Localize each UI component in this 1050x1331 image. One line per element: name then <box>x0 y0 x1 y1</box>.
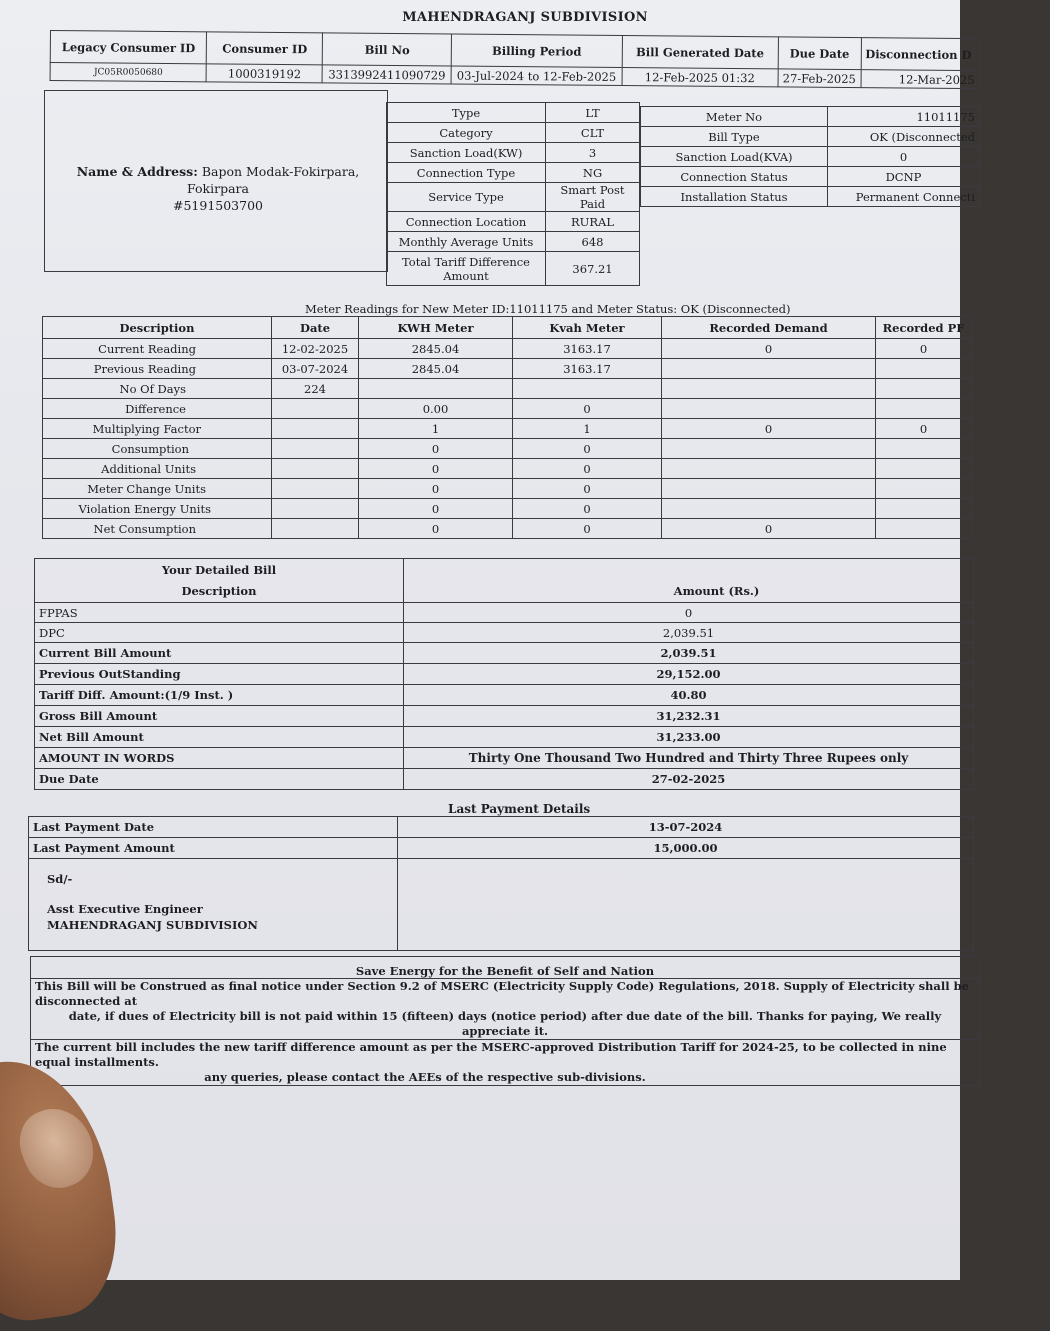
bill-no-value: 3313992411090729 <box>322 65 451 84</box>
footer-notice2-line1: The current bill includes the new tariff difference amount as per the MSERC-approved Distribution Tariff for 2024-25, to be collected in nine equal installments. <box>35 1040 947 1069</box>
table-row <box>35 603 974 623</box>
meter-rd: 0 <box>662 419 876 439</box>
bill-amount-header: Amount (Rs.) <box>404 581 974 603</box>
connection-status-value: DCNP <box>828 167 980 187</box>
due-date-value: 27-Feb-2025 <box>778 69 861 88</box>
bill-type-value: OK (Disconnected <box>828 127 980 147</box>
subdivision-title: MAHENDRAGANJ SUBDIVISION <box>402 10 648 25</box>
billing-period-value: 03-Jul-2024 to 12-Feb-2025 <box>451 66 621 85</box>
footer-notice1-line2: date, if dues of Electricity bill is not paid within 15 (fifteen) days (notice period) after due date of the bill. Thanks for paying, We really appreciate it. <box>68 1009 942 1038</box>
meter-rd <box>662 459 876 479</box>
meter-date <box>272 459 359 479</box>
name-address-label: Name & Address: <box>76 164 198 179</box>
sanction-load-kva-value: 0 <box>828 147 980 167</box>
meter-pf <box>876 359 972 379</box>
signature-office: MAHENDRAGANJ SUBDIVISION <box>47 918 258 932</box>
meter-kvah: 3163.17 <box>513 339 662 359</box>
last-payment-date-label: Last Payment Date <box>29 817 398 838</box>
detailed-bill-table <box>34 558 974 790</box>
meter-kwh <box>359 379 513 399</box>
bill-label: Previous OutStanding <box>35 664 404 685</box>
meter-desc: Previous Reading <box>43 359 272 379</box>
table-row <box>35 706 974 727</box>
bill-desc-header: Description <box>35 581 404 603</box>
meter-no-value: 11011175 <box>828 107 980 127</box>
meter-kwh: 0 <box>359 439 513 459</box>
table-row <box>35 664 974 685</box>
meter-header-pf: Recorded PF <box>876 317 972 339</box>
table-row <box>35 643 974 664</box>
bill-label: AMOUNT IN WORDS <box>35 748 404 769</box>
bill-label: Gross Bill Amount <box>35 706 404 727</box>
billing-period-label: Billing Period <box>451 34 621 67</box>
meter-header-kwh: KWH Meter <box>359 317 513 339</box>
legacy-id-value: JC05R0050680 <box>50 63 207 82</box>
meter-rd <box>662 359 876 379</box>
meter-rd <box>662 479 876 499</box>
table-row <box>43 499 972 519</box>
meter-kvah: 1 <box>513 419 662 439</box>
meter-kwh: 2845.04 <box>359 339 513 359</box>
meter-kvah: 0 <box>513 479 662 499</box>
last-payment-amount-value: 15,000.00 <box>398 838 974 859</box>
meter-rd <box>662 399 876 419</box>
meter-no-label: Meter No <box>641 107 828 127</box>
meter-header-date: Date <box>272 317 359 339</box>
sanction-load-kva-label: Sanction Load(KVA) <box>641 147 828 167</box>
meter-date <box>272 479 359 499</box>
monthly-average-label: Monthly Average Units <box>387 232 546 252</box>
bill-value: 27-02-2025 <box>404 769 974 790</box>
footer-notice2-line2: any queries, please contact the AEEs of the respective sub-divisions. <box>204 1070 646 1084</box>
meter-kwh: 0 <box>359 479 513 499</box>
bill-value: 40.80 <box>404 685 974 706</box>
meter-date <box>272 439 359 459</box>
bill-value: 31,233.00 <box>404 727 974 748</box>
meter-pf <box>876 499 972 519</box>
meter-kwh: 2845.04 <box>359 359 513 379</box>
meter-desc: Violation Energy Units <box>43 499 272 519</box>
meter-desc: Difference <box>43 399 272 419</box>
bill-title: Your Detailed Bill <box>35 559 404 581</box>
meter-desc: No Of Days <box>43 379 272 399</box>
meter-desc: Net Consumption <box>43 519 272 539</box>
bill-no-label: Bill No <box>323 33 452 66</box>
table-row <box>35 727 974 748</box>
meter-date <box>272 499 359 519</box>
legacy-id-label: Legacy Consumer ID <box>50 31 207 64</box>
table-row <box>43 459 972 479</box>
meter-pf <box>876 459 972 479</box>
category-label: Category <box>387 123 546 143</box>
bill-value: 31,232.31 <box>404 706 974 727</box>
signature-sd: Sd/- <box>47 872 73 886</box>
connection-status-label: Connection Status <box>641 167 828 187</box>
meter-title: Meter Readings for New Meter ID:11011175 and Meter Status: OK (Disconnected) <box>305 302 791 316</box>
last-payment-table <box>28 816 974 951</box>
monthly-average-value: 648 <box>546 232 640 252</box>
table-row <box>43 479 972 499</box>
meter-date <box>272 519 359 539</box>
meter-readings-table <box>42 316 972 539</box>
table-row <box>43 519 972 539</box>
meter-pf: 0 <box>876 339 972 359</box>
bill-generated-label: Bill Generated Date <box>622 35 779 68</box>
meter-date <box>272 399 359 419</box>
connection-table-left <box>386 102 640 286</box>
conn-type-label: Type <box>387 103 546 123</box>
table-row <box>35 623 974 643</box>
table-row <box>43 379 972 399</box>
meter-kwh: 0 <box>359 459 513 479</box>
service-type-value: Smart Post Paid <box>546 183 640 212</box>
footer-table <box>30 956 980 1086</box>
sanction-load-kw-value: 3 <box>546 143 640 163</box>
meter-rd <box>662 439 876 459</box>
name-address-value: Bapon Modak-Fokirpara, Fokirpara <box>187 164 360 196</box>
bill-label: Current Bill Amount <box>35 643 404 664</box>
meter-pf <box>876 379 972 399</box>
service-type-label: Service Type <box>387 183 546 212</box>
footer-notice1-line1: This Bill will be Construed as final notice under Section 9.2 of MSERC (Electricity Supply Code) Regulations, 2018. Supply of Electricity shall be disconnected at <box>35 979 969 1008</box>
consumer-id-value: 1000319192 <box>207 64 323 83</box>
meter-pf <box>876 439 972 459</box>
meter-pf <box>876 399 972 419</box>
bill-label: Tariff Diff. Amount:(1/9 Inst. ) <box>35 685 404 706</box>
meter-kvah: 0 <box>513 519 662 539</box>
table-row <box>35 769 974 790</box>
meter-rd <box>662 499 876 519</box>
table-row <box>43 439 972 459</box>
meter-date: 224 <box>272 379 359 399</box>
meter-desc: Meter Change Units <box>43 479 272 499</box>
meter-kvah: 0 <box>513 499 662 519</box>
bill-value: Thirty One Thousand Two Hundred and Thirty Three Rupees only <box>404 748 974 769</box>
connection-type-value: NG <box>546 163 640 183</box>
bill-generated-value: 12-Feb-2025 01:32 <box>622 67 779 86</box>
meter-kwh: 0.00 <box>359 399 513 419</box>
meter-header-kvah: Kvah Meter <box>513 317 662 339</box>
table-row <box>35 685 974 706</box>
table-row <box>35 748 974 769</box>
bill-label: Due Date <box>35 769 404 790</box>
bill-value: 0 <box>404 603 974 623</box>
category-value: CLT <box>546 123 640 143</box>
conn-type-value: LT <box>546 103 640 123</box>
meter-kwh: 0 <box>359 519 513 539</box>
bill-label: DPC <box>35 623 404 643</box>
header-table <box>50 30 980 89</box>
installation-status-label: Installation Status <box>641 187 828 207</box>
meter-date: 12-02-2025 <box>272 339 359 359</box>
meter-pf: 0 <box>876 419 972 439</box>
meter-desc: Additional Units <box>43 459 272 479</box>
table-row <box>43 359 972 379</box>
meter-header-description: Description <box>43 317 272 339</box>
meter-pf <box>876 519 972 539</box>
table-row <box>43 399 972 419</box>
consumer-id-label: Consumer ID <box>207 32 323 65</box>
installation-status-value: Permanent Connecti <box>828 187 980 207</box>
connection-location-label: Connection Location <box>387 212 546 232</box>
sanction-load-kw-label: Sanction Load(KW) <box>387 143 546 163</box>
tariff-difference-value: 367.21 <box>546 252 640 286</box>
bill-label: Net Bill Amount <box>35 727 404 748</box>
table-row <box>43 419 972 439</box>
meter-rd: 0 <box>662 339 876 359</box>
meter-header-demand: Recorded Demand <box>662 317 876 339</box>
meter-kwh: 0 <box>359 499 513 519</box>
meter-desc: Current Reading <box>43 339 272 359</box>
footer-slogan: Save Energy for the Benefit of Self and Nation <box>31 957 980 979</box>
meter-date: 03-07-2024 <box>272 359 359 379</box>
name-address-code: #5191503700 <box>172 198 263 213</box>
name-address-box <box>44 90 388 272</box>
meter-kvah: 0 <box>513 399 662 419</box>
bill-value: 29,152.00 <box>404 664 974 685</box>
disconnection-label: Disconnection D <box>861 38 980 71</box>
meter-date <box>272 419 359 439</box>
last-payment-title: Last Payment Details <box>448 802 591 816</box>
last-payment-amount-label: Last Payment Amount <box>29 838 398 859</box>
bill-value: 2,039.51 <box>404 623 974 643</box>
meter-desc: Consumption <box>43 439 272 459</box>
connection-type-label: Connection Type <box>387 163 546 183</box>
meter-kvah: 0 <box>513 439 662 459</box>
connection-location-value: RURAL <box>546 212 640 232</box>
meter-kwh: 1 <box>359 419 513 439</box>
connection-table-right <box>640 106 980 207</box>
meter-kvah: 3163.17 <box>513 359 662 379</box>
table-row <box>43 339 972 359</box>
thumb <box>0 1049 127 1330</box>
due-date-label: Due Date <box>778 37 861 70</box>
meter-rd: 0 <box>662 519 876 539</box>
meter-kvah: 0 <box>513 459 662 479</box>
tariff-difference-label: Total Tariff Difference Amount <box>387 252 546 286</box>
signature-role: Asst Executive Engineer <box>47 902 203 916</box>
meter-pf <box>876 479 972 499</box>
bill-type-label: Bill Type <box>641 127 828 147</box>
last-payment-date-value: 13-07-2024 <box>398 817 974 838</box>
meter-rd <box>662 379 876 399</box>
bill-value: 2,039.51 <box>404 643 974 664</box>
meter-desc: Multiplying Factor <box>43 419 272 439</box>
bill-label: FPPAS <box>35 603 404 623</box>
disconnection-value: 12-Mar-2025 <box>861 70 980 89</box>
meter-kvah <box>513 379 662 399</box>
